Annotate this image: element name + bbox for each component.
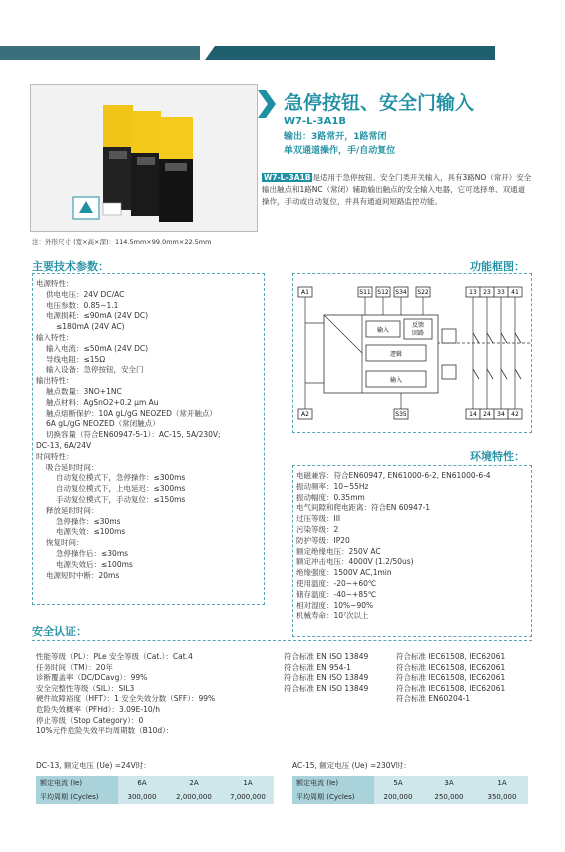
dc-head-3: 1A [222,776,274,790]
env-line-0: 电磁兼容：符合EN60947, EN61000-6-2, EN61000-6-4 [296,471,491,480]
dc-cell-3: 7,000,000 [222,790,274,804]
block-input-top: 输入 [376,327,390,334]
terminal-S22: S22 [417,289,429,296]
ac-cell-2: 250,000 [422,790,476,804]
terminal-23: 23 [483,289,491,296]
safety-left-3: 安全完整性等级（SIL）：SIL3 [36,683,135,693]
spec-line-20: 手动复位模式下，手动复位：≤150ms [56,494,186,504]
safety-left-6: 停止等级（Stop Category）：0 [36,715,144,725]
specs-heading: 主要技术参数： [32,260,109,273]
subtitle-mode: 单双通道操作，手/自动复位 [284,146,396,156]
safety-right-4: 符合标准 EN60204-1 [396,694,471,704]
dc-cell-1: 300,000 [118,790,166,804]
env-line-8: 额定冲击电压：4000V (1.2/50us) [296,557,414,567]
safety-mid-3: 符合标准 EN ISO 13849 [284,683,369,693]
spec-line-21: 释放延时时间： [46,505,99,515]
ac-row-label: 平均周期 (Cycles) [292,790,374,804]
spec-line-24: 恢复时间： [46,538,84,548]
environment-list [296,471,491,622]
block-input-bottom: 输入 [389,377,403,384]
product-photo [30,84,258,232]
safety-right-2: 符合标准 IEC61508, IEC62061 [396,673,506,683]
terminal-14: 14 [469,411,477,418]
function-diagram-heading: 功能框图： [470,260,525,273]
dc-head-label: 额定电流 (Ie) [36,776,118,790]
title-chevron-icon [256,90,278,118]
ac-table-caption: AC-15, 额定电压 (Ue) =230V时： [292,761,411,770]
spec-line-13: 6A gL/gG NEOZED（常闭触点） [46,419,160,429]
terminal-33: 33 [497,289,505,296]
env-line-7: 额定绝缘电压：250V AC [296,546,381,556]
spec-line-22: 急停操作：≤30ms [56,516,121,526]
dc-table [36,776,274,804]
safety-left-5: 危险失效概率（PFHd）：3.09E-10/h [36,704,160,714]
safety-right-0: 符合标准 IEC61508, IEC62061 [396,652,506,661]
env-line-4: 过压等级：III [296,514,341,524]
terminal-S34: S34 [395,289,407,296]
spec-line-8: 输入设备：急停按钮，安全门 [46,365,144,375]
ac-head-3: 1A [476,776,528,790]
spec-line-11: 触点材料：AgSnO2+0.2 μm Au [46,397,159,407]
spec-line-25: 急停操作后：≤30ms [56,548,129,558]
header-bar-right [205,46,495,60]
header-bar-left [0,46,200,60]
terminal-A1: A1 [301,289,309,296]
ac-head-label: 额定电流 (Ie) [292,776,374,790]
ac-cell-1: 200,000 [374,790,422,804]
spec-line-6: 输入电流：≤50mA (24V DC) [46,343,149,353]
dimensions-note: 注：外形尺寸 (宽×高×深)：114.5mm×99.0mm×22.5mm [32,238,212,246]
product-description [262,172,532,208]
terminal-41: 41 [511,289,519,296]
dc-table-caption: DC-13, 额定电压 (Ue) =24V时： [36,761,151,770]
safety-left-7: 10%元件危险失效平均周期数（B10d）： [36,726,174,736]
terminal-S12: S12 [377,289,389,296]
safety-left-0: 性能等级（PL）：PLe 安全等级（Cat.）：Cat.4 [36,652,193,661]
safety-mid-1: 符合标准 EN 954-1 [284,662,351,672]
model-number: W7-L-3A1B [284,116,346,127]
safety-mid-2: 符合标准 EN ISO 13849 [284,673,369,683]
env-line-11: 储存温度：-40~+85℃ [296,589,377,599]
spec-line-26: 电源失效后：≤100ms [56,559,133,569]
spec-line-5: 输入特性： [36,332,74,342]
env-line-5: 污染等级：2 [296,524,339,534]
env-line-1: 振动频率：10~55Hz [296,481,369,491]
dc-cell-2: 2,000,000 [166,790,222,804]
ac-head-1: 5A [374,776,422,790]
terminal-24: 24 [483,411,491,418]
safety-left-list [36,652,215,737]
spec-line-14: 切换容量（符合EN60947-5-1）：AC-15, 5A/230V; [46,430,221,440]
ac-head-2: 3A [422,776,476,790]
terminal-A2: A2 [301,411,309,418]
safety-right-1: 符合标准 IEC61508, IEC62061 [396,662,506,672]
spec-line-10: 触点数量：3NO+1NC [46,386,122,396]
spec-line-2: 电压参数：0.85~1.1 [46,300,119,310]
spec-line-1: 供电电压：24V DC/AC [46,289,125,299]
env-line-12: 相对湿度：10%~90% [296,600,374,610]
env-line-6: 防护等级：IP20 [296,535,350,545]
terminal-S35: S35 [395,411,407,418]
function-diagram [292,273,532,433]
safety-heading: 安全认证： [32,625,87,638]
subtitle-output: 输出：3路常开，1路常闭 [284,132,387,142]
spec-line-3: 电源损耗：≤90mA (24V DC) [46,311,149,321]
dc-row-label: 平均周期 (Cycles) [36,790,118,804]
env-line-10: 使用温度：-20~+60℃ [296,578,377,588]
terminal-34: 34 [497,411,505,418]
description-text: 是适用于急停按钮、安全门类开关输入，具有3路NO（常开）安全输出触点和1路NC（常闭）辅助输出触点的安全输入电器，它可选择单、双通道操作，手动或自动复位，并具有通道间短路监控功能。 [262,173,532,206]
safety-right-list [396,652,505,705]
terminal-13: 13 [469,289,477,296]
spec-line-18: 自动复位模式下，急停操作：≤300ms [56,473,186,483]
block-feedback-line1: 反馈 [411,322,425,329]
spec-line-12: 触点熔断保护：10A gL/gG NEOZED（常开触点） [46,408,217,418]
safety-mid-list [284,652,368,694]
spec-line-16: 时间特性： [36,451,74,461]
env-line-13: 机械寿命：10⁷次以上 [296,611,369,621]
dc-head-1: 6A [118,776,166,790]
specs-list [36,279,221,581]
environment-heading: 环境特性： [470,450,525,463]
spec-line-0: 电源特性： [36,279,74,288]
block-feedback-line2: 回路 [411,330,425,337]
page-title: 急停按钮、安全门输入 [284,92,475,114]
spec-line-9: 输出特性： [36,376,74,386]
safety-left-4: 硬件故障裕度（HFT）：1 安全失效分数（SFF）：99% [36,694,216,704]
dc-head-2: 2A [166,776,222,790]
spec-line-19: 自动复位模式下，上电延迟：≤300ms [56,484,186,494]
env-line-9: 绝缘强度：1500V AC,1min [296,568,392,578]
terminal-S11: S11 [359,289,371,296]
spec-line-27: 电源短时中断：20ms [46,570,120,580]
spec-line-17: 吸合延时时间： [46,462,99,472]
description-tag: W7-L-3A1B [264,173,311,182]
env-line-2: 振动幅度：0.35mm [296,492,365,502]
env-line-3: 电气间隙和爬电距离：符合EN 60947-1 [296,503,431,513]
safety-left-2: 诊断覆盖率（DC/DCavg）：99% [36,673,148,683]
safety-right-3: 符合标准 IEC61508, IEC62061 [396,683,506,693]
spec-line-23: 电源失效：≤100ms [56,527,126,537]
ac-table [292,776,528,804]
spec-line-15: DC-13, 6A/24V [36,440,92,450]
spec-line-7: 导线电阻：≤15Ω [46,354,106,364]
ac-cell-3: 350,000 [476,790,528,804]
spec-line-4: ≤180mA (24V AC) [56,322,125,332]
safety-rule [32,640,532,641]
safety-mid-0: 符合标准 EN ISO 13849 [284,652,369,661]
safety-left-1: 任务时间（TM）：20年 [36,662,113,672]
block-logic: 逻辑 [389,351,403,358]
terminal-42: 42 [511,411,519,418]
